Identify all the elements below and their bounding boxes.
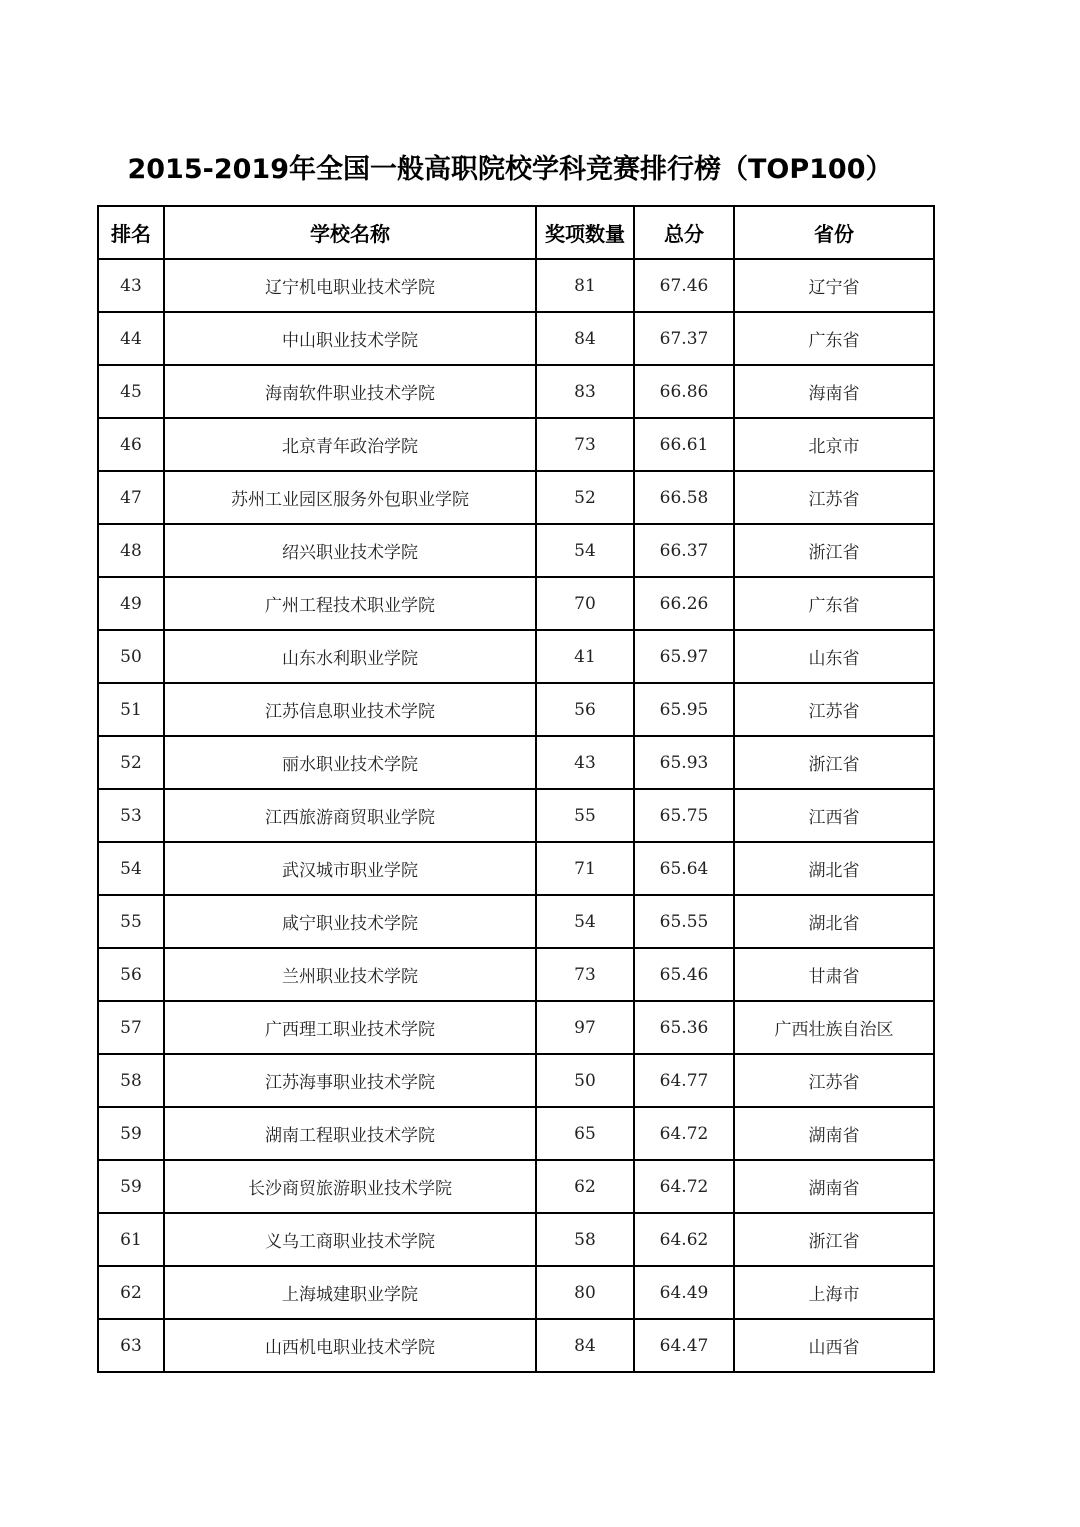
cell-award-count: 83 [536, 365, 634, 418]
cell-school-name: 广西理工职业技术学院 [164, 1001, 536, 1054]
cell-award-count: 84 [536, 1319, 634, 1372]
cell-school-name: 长沙商贸旅游职业技术学院 [164, 1160, 536, 1213]
cell-rank: 45 [98, 365, 164, 418]
cell-total-score: 65.97 [634, 630, 734, 683]
cell-rank: 56 [98, 948, 164, 1001]
table-row [98, 259, 934, 312]
cell-award-count: 43 [536, 736, 634, 789]
cell-province: 辽宁省 [734, 259, 934, 312]
header-rank: 排名 [98, 206, 164, 259]
table-row [98, 842, 934, 895]
cell-rank: 43 [98, 259, 164, 312]
cell-total-score: 66.61 [634, 418, 734, 471]
table-row [98, 418, 934, 471]
cell-rank: 53 [98, 789, 164, 842]
cell-province: 湖北省 [734, 895, 934, 948]
cell-province: 上海市 [734, 1266, 934, 1319]
cell-province: 海南省 [734, 365, 934, 418]
cell-rank: 44 [98, 312, 164, 365]
cell-rank: 54 [98, 842, 164, 895]
cell-total-score: 67.46 [634, 259, 734, 312]
cell-school-name: 江苏海事职业技术学院 [164, 1054, 536, 1107]
cell-total-score: 65.95 [634, 683, 734, 736]
cell-total-score: 66.37 [634, 524, 734, 577]
header-school-name: 学校名称 [164, 206, 536, 259]
cell-total-score: 66.26 [634, 577, 734, 630]
cell-total-score: 64.72 [634, 1107, 734, 1160]
cell-rank: 61 [98, 1213, 164, 1266]
cell-award-count: 70 [536, 577, 634, 630]
table-row [98, 736, 934, 789]
cell-total-score: 65.64 [634, 842, 734, 895]
cell-province: 江苏省 [734, 1054, 934, 1107]
cell-school-name: 义乌工商职业技术学院 [164, 1213, 536, 1266]
cell-province: 广西壮族自治区 [734, 1001, 934, 1054]
cell-province: 甘肃省 [734, 948, 934, 1001]
table-row [98, 1213, 934, 1266]
cell-award-count: 52 [536, 471, 634, 524]
table-row [98, 312, 934, 365]
table-row [98, 895, 934, 948]
cell-school-name: 海南软件职业技术学院 [164, 365, 536, 418]
cell-province: 广东省 [734, 312, 934, 365]
cell-award-count: 50 [536, 1054, 634, 1107]
cell-award-count: 80 [536, 1266, 634, 1319]
cell-province: 北京市 [734, 418, 934, 471]
cell-award-count: 73 [536, 418, 634, 471]
cell-award-count: 81 [536, 259, 634, 312]
table-row [98, 365, 934, 418]
cell-award-count: 71 [536, 842, 634, 895]
cell-rank: 62 [98, 1266, 164, 1319]
table-row [98, 1160, 934, 1213]
cell-total-score: 65.55 [634, 895, 734, 948]
cell-school-name: 苏州工业园区服务外包职业学院 [164, 471, 536, 524]
cell-rank: 49 [98, 577, 164, 630]
cell-rank: 52 [98, 736, 164, 789]
cell-school-name: 湖南工程职业技术学院 [164, 1107, 536, 1160]
cell-rank: 59 [98, 1107, 164, 1160]
cell-award-count: 84 [536, 312, 634, 365]
cell-award-count: 56 [536, 683, 634, 736]
cell-school-name: 上海城建职业学院 [164, 1266, 536, 1319]
ranking-table [97, 205, 935, 1373]
table-row [98, 683, 934, 736]
cell-school-name: 广州工程技术职业学院 [164, 577, 536, 630]
cell-school-name: 咸宁职业技术学院 [164, 895, 536, 948]
cell-province: 江苏省 [734, 683, 934, 736]
cell-school-name: 江苏信息职业技术学院 [164, 683, 536, 736]
table-row [98, 1266, 934, 1319]
cell-province: 湖北省 [734, 842, 934, 895]
cell-school-name: 山西机电职业技术学院 [164, 1319, 536, 1372]
cell-school-name: 辽宁机电职业技术学院 [164, 259, 536, 312]
cell-total-score: 64.72 [634, 1160, 734, 1213]
cell-school-name: 北京青年政治学院 [164, 418, 536, 471]
cell-total-score: 67.37 [634, 312, 734, 365]
cell-rank: 58 [98, 1054, 164, 1107]
header-row [98, 206, 934, 259]
table-row [98, 524, 934, 577]
cell-province: 浙江省 [734, 736, 934, 789]
cell-award-count: 55 [536, 789, 634, 842]
cell-province: 江苏省 [734, 471, 934, 524]
cell-province: 山西省 [734, 1319, 934, 1372]
cell-award-count: 54 [536, 524, 634, 577]
cell-award-count: 41 [536, 630, 634, 683]
cell-province: 广东省 [734, 577, 934, 630]
table-row [98, 471, 934, 524]
cell-province: 湖南省 [734, 1160, 934, 1213]
table-row [98, 630, 934, 683]
cell-rank: 57 [98, 1001, 164, 1054]
cell-award-count: 58 [536, 1213, 634, 1266]
cell-province: 浙江省 [734, 1213, 934, 1266]
header-award-count: 奖项数量 [536, 206, 634, 259]
header-total-score: 总分 [634, 206, 734, 259]
cell-school-name: 绍兴职业技术学院 [164, 524, 536, 577]
cell-total-score: 65.75 [634, 789, 734, 842]
cell-province: 山东省 [734, 630, 934, 683]
cell-total-score: 64.49 [634, 1266, 734, 1319]
cell-school-name: 丽水职业技术学院 [164, 736, 536, 789]
page-title: 2015-2019年全国一般高职院校学科竞赛排行榜（TOP100） [127, 154, 893, 185]
cell-award-count: 54 [536, 895, 634, 948]
table-row [98, 1319, 934, 1372]
table-row [98, 577, 934, 630]
cell-total-score: 66.86 [634, 365, 734, 418]
cell-rank: 51 [98, 683, 164, 736]
cell-rank: 59 [98, 1160, 164, 1213]
cell-province: 浙江省 [734, 524, 934, 577]
cell-award-count: 62 [536, 1160, 634, 1213]
cell-rank: 50 [98, 630, 164, 683]
cell-total-score: 64.77 [634, 1054, 734, 1107]
cell-rank: 47 [98, 471, 164, 524]
cell-school-name: 武汉城市职业学院 [164, 842, 536, 895]
cell-province: 江西省 [734, 789, 934, 842]
cell-total-score: 64.62 [634, 1213, 734, 1266]
cell-total-score: 65.36 [634, 1001, 734, 1054]
header-province: 省份 [734, 206, 934, 259]
table-row [98, 1001, 934, 1054]
table-row [98, 1107, 934, 1160]
cell-school-name: 江西旅游商贸职业学院 [164, 789, 536, 842]
cell-rank: 55 [98, 895, 164, 948]
table-row [98, 1054, 934, 1107]
cell-rank: 48 [98, 524, 164, 577]
cell-school-name: 兰州职业技术学院 [164, 948, 536, 1001]
cell-rank: 46 [98, 418, 164, 471]
cell-province: 湖南省 [734, 1107, 934, 1160]
cell-rank: 63 [98, 1319, 164, 1372]
cell-school-name: 中山职业技术学院 [164, 312, 536, 365]
cell-total-score: 65.46 [634, 948, 734, 1001]
cell-total-score: 66.58 [634, 471, 734, 524]
cell-award-count: 73 [536, 948, 634, 1001]
cell-school-name: 山东水利职业学院 [164, 630, 536, 683]
table-row [98, 789, 934, 842]
cell-award-count: 97 [536, 1001, 634, 1054]
cell-total-score: 64.47 [634, 1319, 734, 1372]
cell-total-score: 65.93 [634, 736, 734, 789]
table-row [98, 948, 934, 1001]
cell-award-count: 65 [536, 1107, 634, 1160]
